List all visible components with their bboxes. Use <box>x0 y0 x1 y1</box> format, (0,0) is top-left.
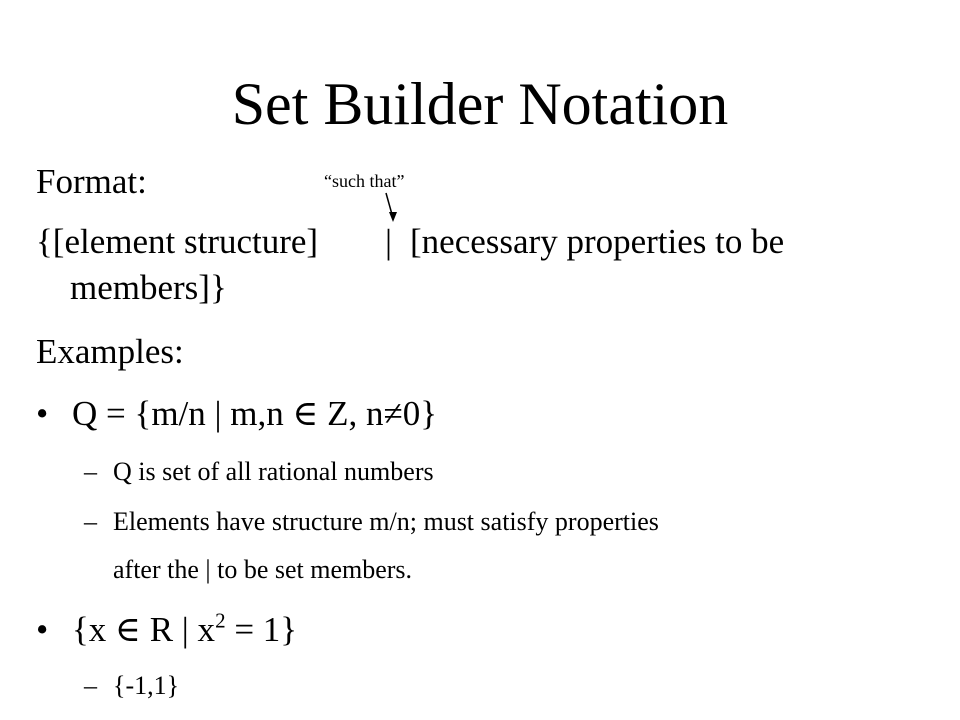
example-note: Q is set of all rational numbers <box>113 457 434 486</box>
dash-icon: – <box>84 507 97 536</box>
format-template-part3: members]} <box>70 268 227 307</box>
format-template-bar: | <box>385 222 393 261</box>
example-note-continued: after the | to be set members. <box>113 555 413 584</box>
format-template-part1: {[element structure] <box>36 222 319 261</box>
example-expression: Q = {m/n | m,n ∈ Z, n≠0} <box>72 394 438 433</box>
examples-label: Examples: <box>36 332 184 371</box>
format-template-part2: [necessary properties to be <box>410 222 785 261</box>
dash-icon: – <box>84 457 97 486</box>
bullet-icon: • <box>36 394 49 433</box>
slide-title: Set Builder Notation <box>231 71 729 137</box>
example-expression: {x ∈ R | $x^2 = 1$} <box>72 608 298 649</box>
such-that-annotation: “such that” <box>324 171 405 191</box>
example-note: Elements have structure m/n; must satisfy properties <box>113 507 659 536</box>
dash-icon: – <box>84 671 97 700</box>
format-label: Format: <box>36 162 147 201</box>
example-note: {-1,1} <box>113 671 180 700</box>
bullet-icon: • <box>36 610 49 649</box>
